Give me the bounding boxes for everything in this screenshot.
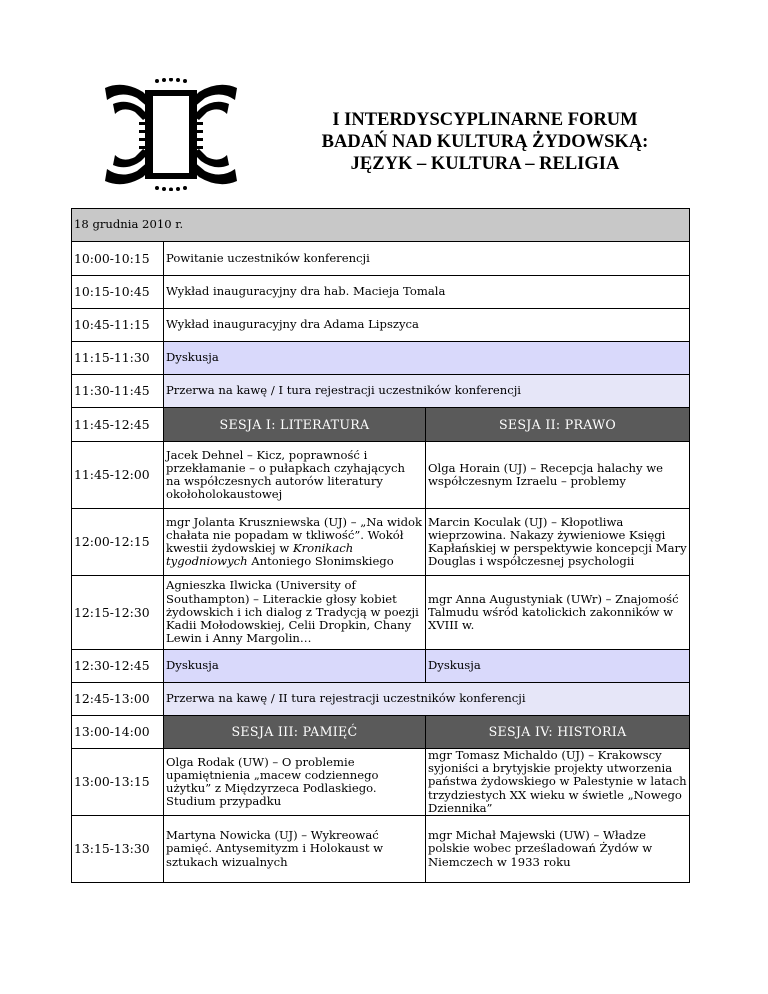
time-cell: 10:15-10:45: [72, 276, 164, 309]
table-row: [72, 375, 690, 408]
forum-logo: [103, 78, 239, 191]
table-row: [72, 816, 690, 883]
time-cell: 12:00-12:15: [72, 509, 164, 576]
event-cell: Przerwa na kawę / I tura rejestracji uczestników konferencji: [164, 375, 690, 408]
event-cell: Wykład inauguracyjny dra Adama Lipszyca: [164, 309, 690, 342]
time-cell: 12:15-12:30: [72, 576, 164, 650]
time-cell: 11:45-12:00: [72, 442, 164, 509]
time-cell: 13:15-13:30: [72, 816, 164, 883]
title-line-3: JĘZYK – KULTURA – RELIGIA: [350, 154, 620, 174]
table-row: [72, 242, 690, 276]
time-cell: 11:45-12:45: [72, 408, 164, 442]
time-cell: 12:30-12:45: [72, 650, 164, 683]
event-cell: Dyskusja: [164, 342, 690, 375]
session-title-right: SESJA II: PRAWO: [426, 408, 690, 442]
discussion-cell-right: Dyskusja: [426, 650, 690, 683]
session-title-right: SESJA IV: HISTORIA: [426, 716, 690, 749]
date-cell: 18 grudnia 2010 r.: [72, 209, 690, 242]
talk-cell-right: mgr Tomasz Michaldo (UJ) – Krakowscy syjoniści a brytyjskie projekty utworzenia państwa żydowskiego w Palestynie w latach trzydziestych XX wieku w świetle „Nowego Dziennika”: [426, 749, 690, 816]
talk-title-italic: Kronikach tygodniowych: [166, 541, 354, 569]
table-row: [72, 276, 690, 309]
talk-cell-left: Jacek Dehnel – Kicz, poprawność i przekłamanie – o pułapkach czyhających na współczesnych autorów literatury okołoholokaustowej: [164, 442, 426, 509]
time-cell: 13:00-14:00: [72, 716, 164, 749]
talk-cell-left: Agnieszka Ilwicka (University of Southampton) – Literackie głosy kobiet żydowskich i ich dialog z Tradycją w poezji Kadii Mołodowskiej, Celii Dropkin, Chany Lewin i Anny Margolin…: [164, 576, 426, 650]
time-cell: 10:00-10:15: [72, 242, 164, 276]
table-row: [72, 442, 690, 509]
talk-text: mgr Jolanta Kruszniewska (UJ) – „Na widok chałata nie popadam w tkliwość”. Wokół kwestii żydowskiej w: [166, 514, 423, 555]
talk-cell-left: [164, 509, 426, 576]
event-cell: Przerwa na kawę / II tura rejestracji uczestników konferencji: [164, 683, 690, 716]
date-row: [72, 209, 690, 242]
time-cell: 13:00-13:15: [72, 749, 164, 816]
talk-cell-right: Olga Horain (UJ) – Recepcja halachy we współczesnym Izraelu – problemy: [426, 442, 690, 509]
title-line-1: I INTERDYSCYPLINARNE FORUM: [332, 110, 638, 130]
table-row: [72, 309, 690, 342]
session-title-left: SESJA I: LITERATURA: [164, 408, 426, 442]
talk-cell-right: mgr Anna Augustyniak (UWr) – Znajomość Talmudu wśród katolickich zakonników w XVIII w.: [426, 576, 690, 650]
session-header-row: [72, 408, 690, 442]
event-cell: Powitanie uczestników konferencji: [164, 242, 690, 276]
time-cell: 11:30-11:45: [72, 375, 164, 408]
page-title: [260, 109, 710, 175]
table-row: [72, 650, 690, 683]
talk-cell-left: Olga Rodak (UW) – O problemie upamiętnienia „macew codziennego użytku” z Międzyrzeca Podlaskiego. Studium przypadku: [164, 749, 426, 816]
program-table: [71, 208, 690, 883]
title-line-2: BADAŃ NAD KULTURĄ ŻYDOWSKĄ:: [321, 132, 649, 152]
talk-cell-right: Marcin Koculak (UJ) – Kłopotliwa wieprzowina. Nakazy żywieniowe Księgi Kapłańskiej w perspektywie koncepcji Mary Douglas i współczesnej psychologii: [426, 509, 690, 576]
time-cell: 11:15-11:30: [72, 342, 164, 375]
table-row: [72, 342, 690, 375]
table-row: [72, 509, 690, 576]
discussion-cell-left: Dyskusja: [164, 650, 426, 683]
talk-cell-left: Martyna Nowicka (UJ) – Wykreować pamięć. Antysemityzm i Holokaust w sztukach wizualnych: [164, 816, 426, 883]
event-cell: Wykład inauguracyjny dra hab. Macieja Tomala: [164, 276, 690, 309]
time-cell: 10:45-11:15: [72, 309, 164, 342]
time-cell: 12:45-13:00: [72, 683, 164, 716]
table-row: [72, 749, 690, 816]
table-row: [72, 683, 690, 716]
session-title-left: SESJA III: PAMIĘĆ: [164, 716, 426, 749]
table-row: [72, 576, 690, 650]
session-header-row: [72, 716, 690, 749]
talk-text: Antoniego Słonimskiego: [247, 554, 394, 569]
talk-cell-right: mgr Michał Majewski (UW) – Władze polskie wobec prześladowań Żydów w Niemczech w 1933 roku: [426, 816, 690, 883]
